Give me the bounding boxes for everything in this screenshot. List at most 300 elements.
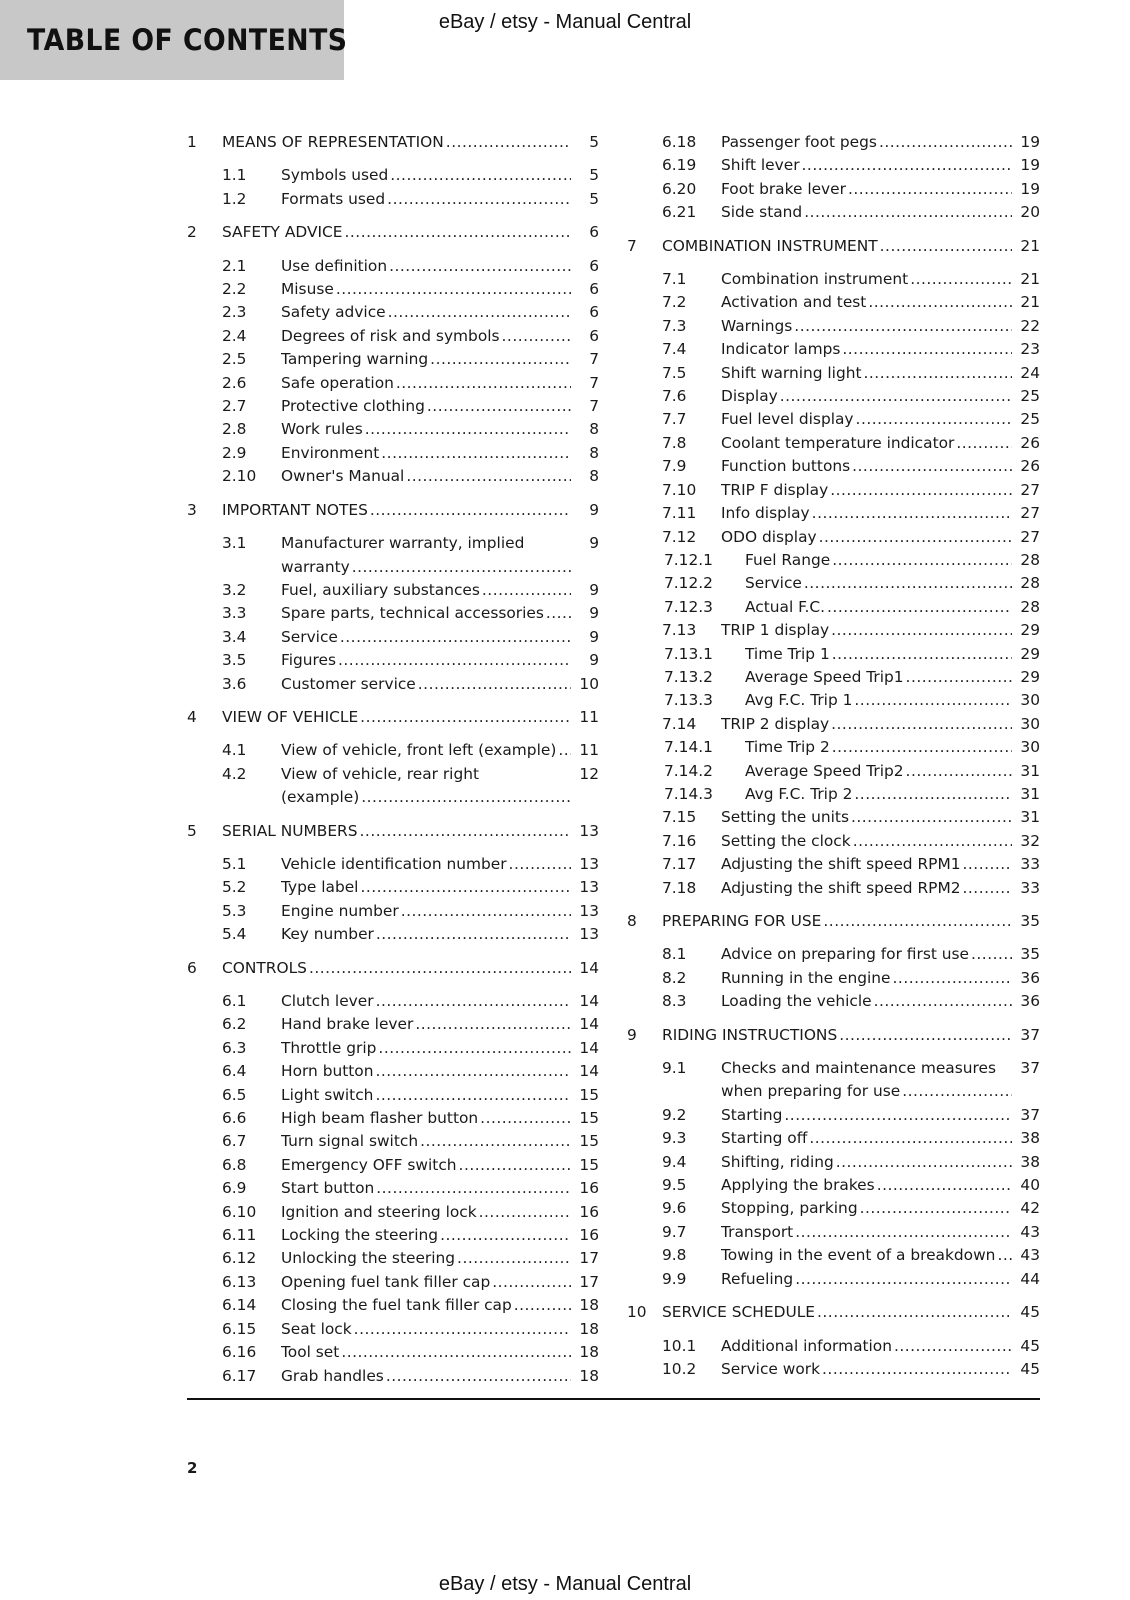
toc-entry[interactable]	[187, 131, 599, 154]
toc-entry[interactable]	[187, 1130, 599, 1153]
toc-entry[interactable]	[627, 1221, 1040, 1244]
toc-entry-title	[281, 1060, 571, 1083]
toc-entry-title	[721, 1221, 1012, 1244]
toc-entry-title	[745, 760, 1012, 783]
dot-leader	[375, 1084, 571, 1107]
toc-entry-title-text: Tool set	[281, 1343, 340, 1362]
toc-entry[interactable]	[187, 442, 599, 465]
toc-entry[interactable]	[627, 806, 1040, 829]
toc-entry-title-line	[281, 786, 571, 809]
toc-entry[interactable]	[627, 877, 1040, 900]
toc-entry[interactable]	[187, 1060, 599, 1083]
dot-leader	[910, 268, 1012, 291]
toc-entry-page: 21	[1020, 236, 1040, 255]
dot-leader	[880, 235, 1012, 258]
toc-entry[interactable]	[627, 235, 1040, 258]
toc-entry[interactable]	[627, 1127, 1040, 1150]
toc-entry[interactable]	[627, 689, 1040, 712]
toc-entry-number: 7.9	[662, 457, 687, 476]
toc-entry-title	[281, 1107, 571, 1130]
dot-leader	[963, 877, 1012, 900]
toc-entry-title-text: Grab handles	[281, 1366, 384, 1385]
toc-entry-title-line	[281, 556, 571, 579]
toc-entry[interactable]	[627, 1197, 1040, 1220]
toc-entry[interactable]	[187, 900, 599, 923]
toc-entry-number: 5.4	[222, 925, 247, 944]
dot-leader	[894, 1335, 1012, 1358]
dot-leader	[418, 673, 571, 696]
dot-leader	[514, 1294, 571, 1317]
toc-entry-page: 29	[1020, 621, 1040, 640]
dot-leader	[831, 619, 1012, 642]
dot-leader	[852, 455, 1012, 478]
toc-entry-number: 9.9	[662, 1269, 687, 1288]
toc-entry-number: 7.6	[662, 387, 687, 406]
toc-entry[interactable]	[187, 957, 599, 980]
toc-entry-number: 2.9	[222, 443, 247, 462]
toc-entry-title	[222, 820, 571, 843]
toc-entry-number: 3.5	[222, 651, 247, 670]
toc-entry-title	[281, 278, 571, 301]
dot-leader	[795, 1221, 1012, 1244]
dot-leader	[370, 499, 571, 522]
toc-entry[interactable]	[627, 619, 1040, 642]
toc-entry-title-text: High beam flasher button	[281, 1109, 479, 1128]
toc-entry[interactable]	[627, 154, 1040, 177]
toc-entry-page: 11	[579, 707, 599, 726]
toc-entry[interactable]	[627, 783, 1040, 806]
toc-entry[interactable]	[627, 1151, 1040, 1174]
toc-entry[interactable]	[627, 549, 1040, 572]
dot-leader	[389, 255, 571, 278]
toc-entry[interactable]	[627, 362, 1040, 385]
toc-entry[interactable]	[627, 455, 1040, 478]
toc-entry-title-text: Environment	[281, 443, 380, 462]
toc-entry-number: 7.13.1	[664, 644, 713, 663]
toc-entry-page: 23	[1020, 340, 1040, 359]
toc-entry[interactable]	[627, 178, 1040, 201]
toc-entry-title	[662, 910, 1012, 933]
toc-entry[interactable]	[187, 1224, 599, 1247]
dot-leader	[795, 1268, 1012, 1291]
toc-entry-page: 37	[1020, 1105, 1040, 1124]
toc-entry-number: 9.1	[662, 1059, 687, 1078]
toc-entry-number: 3.2	[222, 580, 247, 599]
toc-entry[interactable]	[627, 596, 1040, 619]
toc-entry-number: 6.1	[222, 992, 247, 1010]
toc-entry[interactable]	[627, 502, 1040, 525]
toc-entry-title-text: Average Speed Trip1	[745, 667, 904, 686]
dot-leader	[345, 221, 571, 244]
toc-entry-title	[281, 348, 571, 371]
dot-leader	[479, 1201, 571, 1224]
dot-leader	[387, 188, 571, 211]
toc-entry-title	[721, 943, 1012, 966]
toc-entry-page: 31	[1020, 761, 1040, 780]
toc-entry[interactable]	[187, 1271, 599, 1294]
toc-entry-title-text: Customer service	[281, 674, 416, 693]
toc-entry[interactable]	[627, 1301, 1040, 1324]
toc-entry-title-text: Additional information	[721, 1336, 892, 1355]
toc-entry-page: 6	[589, 303, 599, 322]
dot-leader	[381, 442, 571, 465]
toc-entry-title-text: Warnings	[721, 316, 793, 335]
toc-entry-title	[281, 1294, 571, 1317]
toc-entry-title	[222, 957, 571, 980]
toc-entry-title-text: TRIP F display	[721, 480, 829, 499]
toc-entry-number: 4.1	[222, 741, 247, 760]
toc-entry-number: 7.2	[662, 293, 687, 312]
toc-entry[interactable]	[187, 1154, 599, 1177]
toc-entry-title-text: Safety advice	[281, 303, 386, 322]
toc-entry-title-text: Formats used	[281, 189, 386, 208]
toc-entry-title-text: Unlocking the steering	[281, 1249, 456, 1268]
toc-entry-title	[281, 1037, 571, 1060]
toc-entry-page: 33	[1020, 878, 1040, 897]
dot-leader	[956, 432, 1012, 455]
toc-entry-page: 22	[1020, 316, 1040, 335]
toc-entry-page: 43	[1020, 1246, 1040, 1265]
dot-leader	[427, 395, 571, 418]
toc-entry[interactable]	[187, 820, 599, 843]
toc-entry[interactable]	[187, 579, 599, 602]
toc-entry-number: 2.10	[222, 467, 257, 486]
dot-leader	[860, 1197, 1012, 1220]
toc-entry[interactable]	[187, 626, 599, 649]
toc-entry[interactable]	[627, 572, 1040, 595]
toc-entry-title-text: Time Trip 2	[745, 738, 830, 757]
toc-entry[interactable]	[627, 408, 1040, 431]
toc-entry-page: 5	[589, 189, 599, 208]
toc-entry[interactable]	[187, 1037, 599, 1060]
toc-entry-number: 6.11	[222, 1226, 257, 1245]
toc-entry-title-text: Setting the units	[721, 808, 849, 827]
section-title: TABLE OF CONTENTS	[27, 23, 348, 57]
dot-leader	[854, 783, 1012, 806]
toc-entry[interactable]	[187, 1341, 599, 1364]
toc-entry-title-text: Locking the steering	[281, 1226, 439, 1245]
toc-entry-page: 9	[589, 580, 599, 599]
toc-entry-page: 35	[1020, 945, 1040, 964]
toc-entry[interactable]	[187, 1365, 599, 1388]
footer-rule	[187, 1398, 1040, 1400]
toc-entry-number: 2.8	[222, 420, 247, 439]
toc-entry-page: 9	[589, 604, 599, 623]
toc-entry[interactable]	[187, 395, 599, 418]
dot-leader	[361, 786, 571, 809]
toc-entry-number: 6.16	[222, 1343, 257, 1362]
toc-entry-title-text: Safe operation	[281, 373, 394, 392]
toc-entry-title	[721, 338, 1012, 361]
toc-entry-page: 36	[1020, 992, 1040, 1011]
toc-entry-title-text: Start button	[281, 1179, 375, 1198]
toc-column-left	[187, 131, 599, 1388]
toc-entry-page: 9	[589, 500, 599, 519]
toc-entry[interactable]	[627, 990, 1040, 1013]
toc-entry-number: 8	[627, 912, 637, 930]
dot-leader	[830, 479, 1012, 502]
toc-entry-title-text: Owner's Manual	[281, 467, 405, 486]
toc-entry-number: 2.5	[222, 350, 247, 369]
toc-entry-page: 13	[579, 854, 599, 873]
toc-entry-title	[281, 876, 571, 899]
toc-entry-number: 7.1	[662, 270, 687, 289]
toc-entry-title	[222, 131, 571, 154]
toc-entry-page: 9	[589, 627, 599, 646]
dot-leader	[856, 408, 1012, 431]
toc-entry-number: 6.18	[662, 133, 697, 151]
toc-entry-number: 6.12	[222, 1249, 257, 1268]
toc-entry-page: 19	[1020, 133, 1040, 151]
toc-entry[interactable]	[627, 666, 1040, 689]
toc-entry[interactable]	[187, 188, 599, 211]
toc-entry-page: 6	[589, 256, 599, 275]
toc-entry-title-text: Avg F.C. Trip 2	[745, 784, 853, 803]
toc-entry-title	[281, 1365, 571, 1388]
toc-entry[interactable]	[187, 1177, 599, 1200]
dot-leader	[971, 943, 1012, 966]
toc-entry[interactable]	[627, 201, 1040, 224]
toc-entry[interactable]	[627, 643, 1040, 666]
toc-entry-page: 29	[1020, 644, 1040, 663]
toc-entry-number: 9.7	[662, 1222, 687, 1241]
dot-leader	[336, 278, 571, 301]
toc-entry[interactable]	[187, 532, 599, 579]
toc-entry-number: 7	[627, 236, 637, 255]
toc-entry[interactable]	[187, 706, 599, 729]
toc-entry[interactable]	[627, 291, 1040, 314]
toc-entry-number: 8.2	[662, 968, 687, 987]
toc-entry-number: 8.3	[662, 992, 687, 1011]
dot-leader	[338, 649, 571, 672]
dot-leader	[340, 626, 571, 649]
dot-leader	[832, 643, 1012, 666]
toc-entry[interactable]	[627, 713, 1040, 736]
toc-entry-number: 4.2	[222, 764, 247, 783]
toc-entry[interactable]	[187, 301, 599, 324]
toc-entry[interactable]	[187, 853, 599, 876]
toc-entry-page: 44	[1020, 1269, 1040, 1288]
toc-entry[interactable]	[627, 479, 1040, 502]
toc-entry[interactable]	[187, 602, 599, 625]
toc-entry[interactable]	[627, 1024, 1040, 1047]
dot-leader	[376, 923, 571, 946]
toc-entry-title	[281, 900, 571, 923]
toc-entry-title	[721, 1197, 1012, 1220]
toc-entry-number: 5.1	[222, 854, 247, 873]
toc-entry[interactable]	[627, 268, 1040, 291]
toc-entry-title	[281, 325, 571, 348]
toc-entry[interactable]	[187, 1084, 599, 1107]
toc-entry-number: 7.14.1	[664, 738, 713, 757]
toc-entry-title	[721, 806, 1012, 829]
toc-entry-title-text: warranty	[281, 557, 350, 576]
toc-entry[interactable]	[187, 499, 599, 522]
dot-leader	[546, 602, 571, 625]
toc-entry-page: 6	[589, 326, 599, 345]
toc-entry-number: 7.5	[662, 363, 687, 382]
toc-entry[interactable]	[187, 673, 599, 696]
dot-leader	[823, 910, 1012, 933]
toc-entry-title	[281, 1084, 571, 1107]
toc-entry-number: 6.14	[222, 1296, 257, 1315]
toc-entry[interactable]	[187, 1318, 599, 1341]
toc-entry-page: 21	[1020, 293, 1040, 312]
toc-entry-title-text: Seat lock	[281, 1319, 352, 1338]
toc-entry[interactable]	[187, 348, 599, 371]
toc-entry[interactable]	[627, 853, 1040, 876]
toc-entry[interactable]	[187, 1201, 599, 1224]
dot-leader	[804, 201, 1012, 224]
toc-entry-title-text: RIDING INSTRUCTIONS	[662, 1025, 838, 1044]
toc-entry[interactable]	[627, 1174, 1040, 1197]
toc-entry[interactable]	[627, 910, 1040, 933]
toc-entry-page: 42	[1020, 1199, 1040, 1218]
dot-leader	[997, 1244, 1012, 1267]
toc-entry[interactable]	[627, 1335, 1040, 1358]
toc-entry[interactable]	[627, 943, 1040, 966]
toc-entry[interactable]	[627, 1104, 1040, 1127]
toc-entry[interactable]	[627, 736, 1040, 759]
dot-leader	[482, 579, 571, 602]
toc-entry-title-line: View of vehicle, rear right	[281, 764, 480, 783]
toc-entry-title-text: Misuse	[281, 280, 334, 299]
toc-entry[interactable]	[187, 418, 599, 441]
toc-entry-title	[662, 1301, 1012, 1324]
toc-entry-page: 14	[579, 1062, 599, 1081]
toc-entry-number: 10	[627, 1303, 647, 1322]
dot-leader	[879, 131, 1012, 154]
toc-entry-title	[281, 1247, 571, 1270]
toc-entry-page: 19	[1020, 179, 1040, 198]
toc-entry-title	[281, 164, 571, 187]
dot-leader	[396, 372, 571, 395]
toc-entry-title-text: SERVICE SCHEDULE	[662, 1303, 816, 1322]
toc-entry[interactable]	[627, 760, 1040, 783]
toc-entry[interactable]	[627, 1268, 1040, 1291]
toc-entry-title	[281, 739, 571, 762]
toc-entry-page: 27	[1020, 504, 1040, 523]
toc-entry[interactable]	[187, 1013, 599, 1036]
watermark-top: eBay / etsy - Manual Central	[438, 11, 692, 33]
toc-entry[interactable]	[187, 465, 599, 488]
toc-entry-title-text: Service	[281, 627, 338, 646]
toc-entry[interactable]	[187, 923, 599, 946]
toc-entry-title-text: Light switch	[281, 1085, 374, 1104]
dot-leader	[812, 502, 1012, 525]
toc-entry[interactable]	[187, 255, 599, 278]
toc-entry-title-line: Checks and maintenance measures	[721, 1059, 996, 1078]
toc-entry[interactable]	[187, 1247, 599, 1270]
dot-leader	[386, 1365, 571, 1388]
toc-entry[interactable]	[627, 1358, 1040, 1381]
toc-entry[interactable]	[627, 1244, 1040, 1267]
toc-entry-page: 36	[1020, 968, 1040, 987]
toc-entry-page: 38	[1020, 1152, 1040, 1171]
toc-entry-number: 7.11	[662, 504, 697, 523]
toc-entry-title	[281, 990, 571, 1013]
toc-entry-title-text: Turn signal switch	[281, 1132, 419, 1151]
toc-entry-number: 9.5	[662, 1176, 687, 1195]
toc-entry-title-text: Loading the vehicle	[721, 992, 872, 1011]
toc-entry-title-text: Activation and test	[721, 293, 867, 312]
toc-entry-page: 9	[589, 534, 599, 553]
toc-entry[interactable]	[187, 1294, 599, 1317]
toc-entry-title-text: CONTROLS	[222, 958, 307, 977]
toc-entry-title-text: Display	[721, 387, 778, 406]
toc-entry-title-text: Starting	[721, 1105, 783, 1124]
toc-entry[interactable]	[187, 739, 599, 762]
toc-entry-number: 3.3	[222, 604, 247, 623]
toc-entry-title	[721, 990, 1012, 1013]
toc-entry-page: 27	[1020, 527, 1040, 546]
toc-entry[interactable]	[627, 967, 1040, 990]
toc-entry[interactable]	[187, 649, 599, 672]
toc-entry[interactable]	[627, 526, 1040, 549]
toc-entry-number: 9.6	[662, 1199, 687, 1218]
toc-entry[interactable]	[187, 763, 599, 810]
toc-entry-page: 26	[1020, 457, 1040, 476]
toc-entry[interactable]	[187, 372, 599, 395]
toc-entry-number: 1	[187, 133, 197, 151]
toc-entry[interactable]	[187, 325, 599, 348]
toc-entry[interactable]	[187, 876, 599, 899]
toc-entry-page: 7	[589, 373, 599, 392]
dot-leader	[341, 1341, 571, 1364]
toc-entry-page: 25	[1020, 387, 1040, 406]
dot-leader	[360, 706, 571, 729]
toc-entry-number: 7.4	[662, 340, 687, 359]
dot-leader	[963, 853, 1012, 876]
toc-entry[interactable]	[627, 131, 1040, 154]
toc-entry-title-text: Protective clothing	[281, 397, 425, 416]
toc-entry[interactable]	[627, 315, 1040, 338]
toc-entry-title-text: Combination instrument	[721, 270, 909, 289]
toc-entry-title	[721, 502, 1012, 525]
toc-entry[interactable]	[627, 830, 1040, 853]
toc-entry-number: 6.7	[222, 1132, 247, 1151]
toc-entry[interactable]	[187, 1107, 599, 1130]
toc-entry-number: 6.19	[662, 156, 697, 175]
toc-entry-title-text: Side stand	[721, 203, 803, 222]
toc-entry-number: 1.1	[222, 166, 247, 185]
toc-entry-page: 18	[579, 1319, 599, 1338]
toc-entry[interactable]	[187, 221, 599, 244]
toc-entry[interactable]	[187, 164, 599, 187]
toc-entry[interactable]	[627, 338, 1040, 361]
toc-entry[interactable]	[187, 278, 599, 301]
toc-entry-page: 28	[1020, 597, 1040, 616]
dot-leader	[868, 291, 1012, 314]
toc-entry-page: 8	[589, 443, 599, 462]
toc-entry[interactable]	[627, 1057, 1040, 1104]
dot-leader	[352, 556, 571, 579]
toc-entry-page: 37	[1020, 1059, 1040, 1078]
toc-entry-title-text: Actual F.C.	[745, 597, 826, 616]
toc-entry-title	[281, 255, 571, 278]
dot-leader	[836, 1151, 1012, 1174]
toc-entry-title	[281, 1130, 571, 1153]
toc-entry-title	[281, 1341, 571, 1364]
toc-entry-title	[721, 526, 1012, 549]
toc-entry-title-text: Figures	[281, 651, 337, 670]
toc-entry-title-text: IMPORTANT NOTES	[222, 500, 368, 519]
toc-entry[interactable]	[627, 385, 1040, 408]
toc-entry[interactable]	[627, 432, 1040, 455]
dot-leader	[558, 739, 571, 762]
toc-entry-title	[281, 579, 571, 602]
toc-entry[interactable]	[187, 990, 599, 1013]
